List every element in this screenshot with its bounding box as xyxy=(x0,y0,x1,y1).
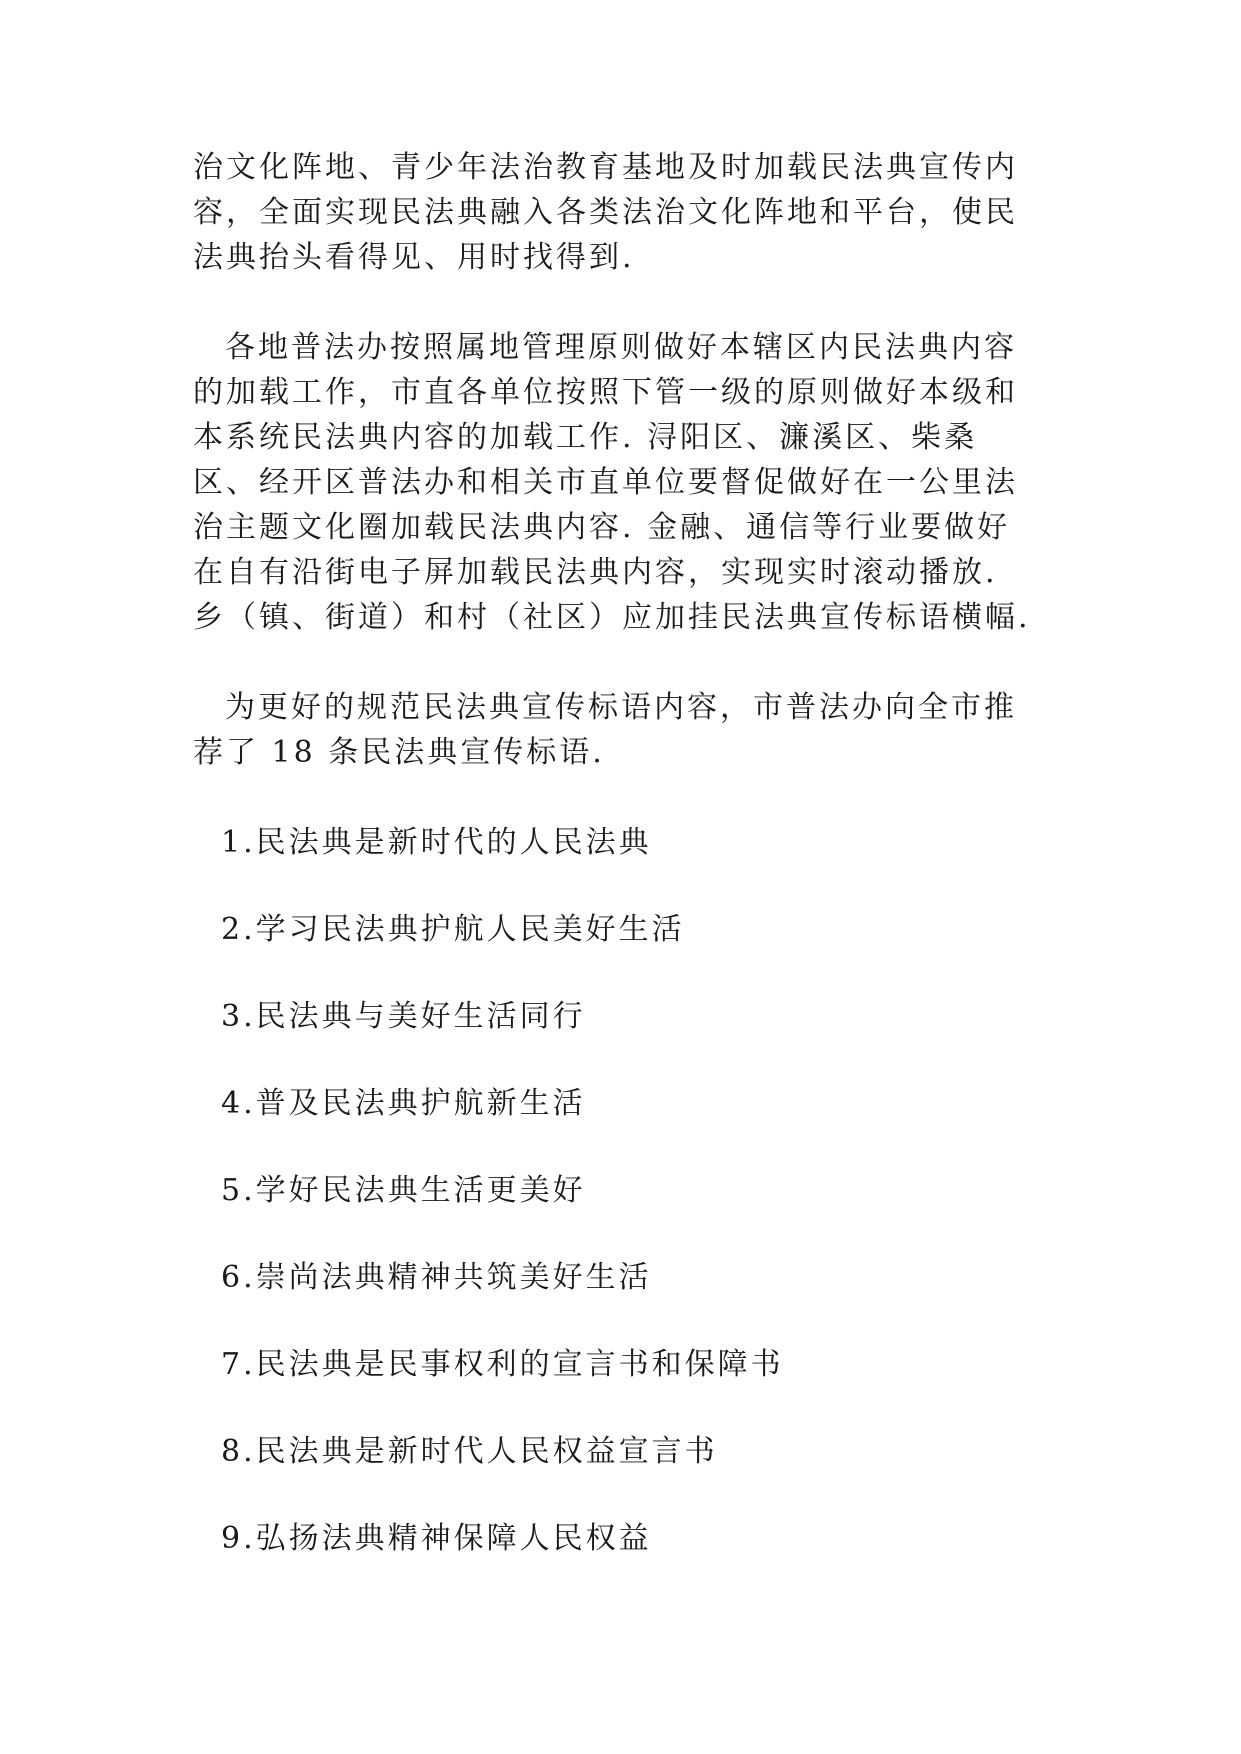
slogan-list xyxy=(193,820,1053,1603)
text-line: 容，全面实现民法典融入各类法治文化阵地和平台，使民 xyxy=(193,195,1018,230)
text-line: 治文化阵地、青少年法治教育基地及时加载民法典宣传内 xyxy=(193,150,1018,185)
text-line: 本系统民法典内容的加载工作. 浔阳区、濂溪区、柴桑 xyxy=(193,420,978,455)
text-line: 荐了 18 条民法典宣传标语. xyxy=(193,735,605,770)
text-line: 的加载工作，市直各单位按照下管一级的原则做好本级和 xyxy=(193,375,1018,410)
text-line: 为更好的规范民法典宣传标语内容，市普法办向全市推 xyxy=(225,690,1017,725)
document-body xyxy=(193,145,1053,1603)
text-line: 治主题文化圈加载民法典内容. 金融、通信等行业要做好 xyxy=(193,510,1011,545)
text-line: 法典抬头看得见、用时找得到. xyxy=(193,240,635,275)
slogan-item: 3.民法典与美好生活同行 xyxy=(221,999,586,1034)
paragraph-slogan-intro xyxy=(193,685,1053,775)
slogan-item: 4.普及民法典护航新生活 xyxy=(221,1086,586,1121)
slogan-item: 9.弘扬法典精神保障人民权益 xyxy=(221,1521,652,1556)
slogan-item: 6.崇尚法典精神共筑美好生活 xyxy=(221,1260,652,1295)
slogan-item: 1.民法典是新时代的人民法典 xyxy=(221,825,652,860)
text-line: 区、经开区普法办和相关市直单位要督促做好在一公里法 xyxy=(193,465,1018,500)
slogan-item: 5.学好民法典生活更美好 xyxy=(221,1173,586,1208)
paragraph-loading-work xyxy=(193,325,1053,640)
text-line: 各地普法办按照属地管理原则做好本辖区内民法典内容 xyxy=(225,330,1017,365)
text-line: 在自有沿街电子屏加载民法典内容，实现实时滚动播放. xyxy=(193,555,998,590)
slogan-item: 2.学习民法典护航人民美好生活 xyxy=(221,912,685,947)
slogan-item: 7.民法典是民事权利的宣言书和保障书 xyxy=(221,1347,784,1382)
text-line: 乡（镇、街道）和村（社区）应加挂民法典宣传标语横幅. xyxy=(193,600,1031,635)
paragraph-continuation xyxy=(193,145,1053,280)
slogan-item: 8.民法典是新时代人民权益宣言书 xyxy=(221,1434,718,1469)
